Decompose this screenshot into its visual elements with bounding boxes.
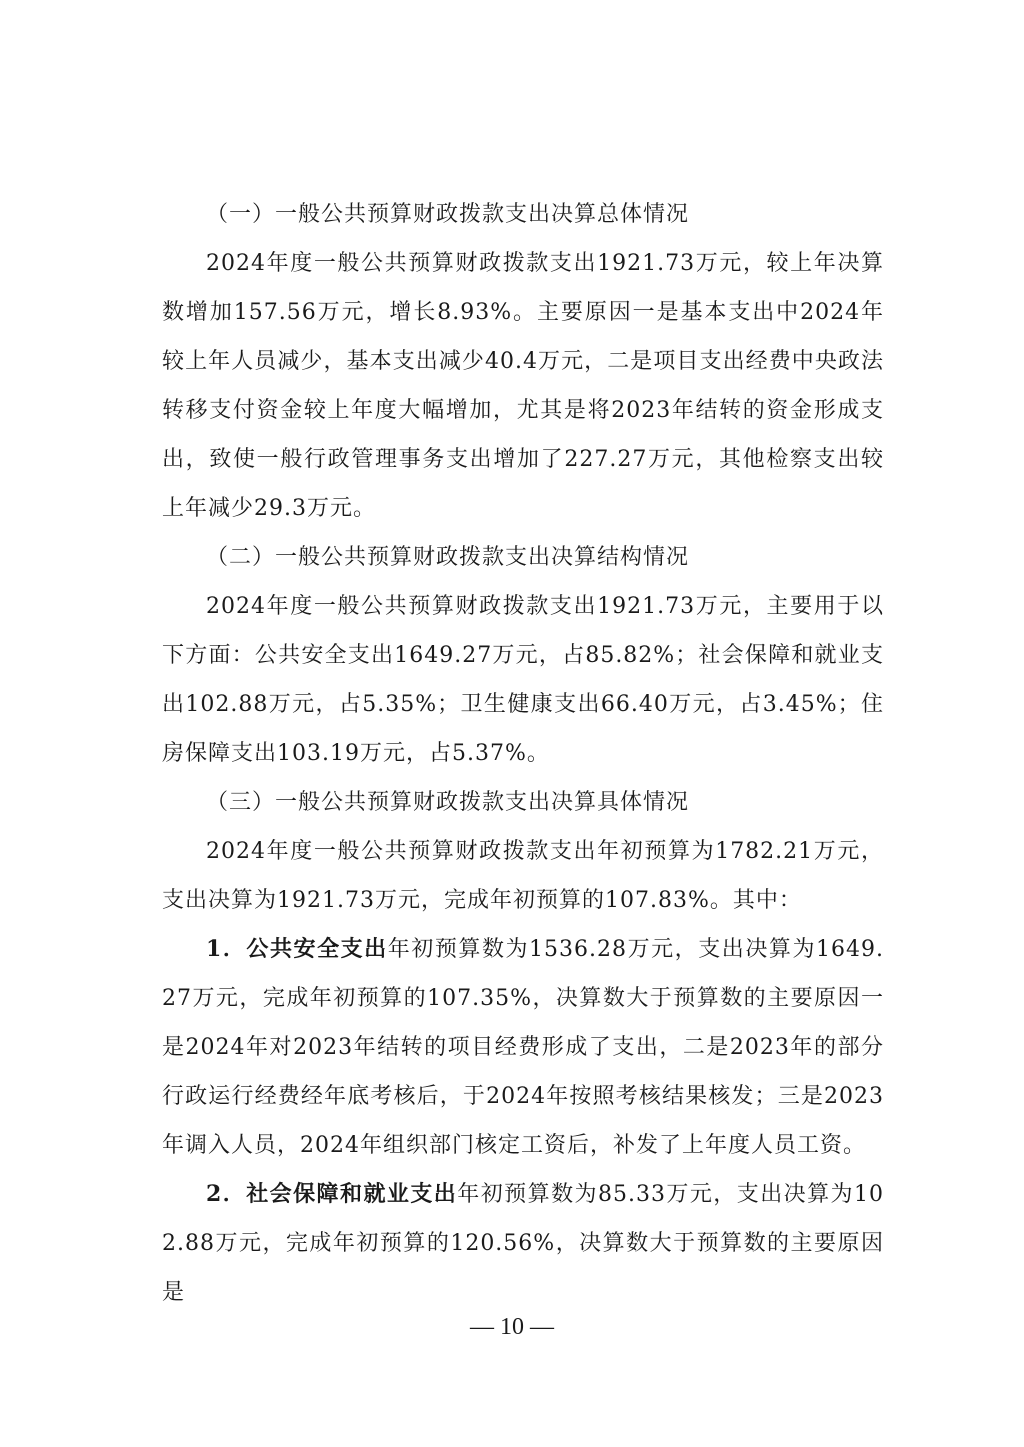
section-heading-2: （二）一般公共预算财政拨款支出决算结构情况 [206,545,690,570]
section-1-paragraph: 2024年度一般公共预算财政拨款支出1921.73万元，较上年决算数增加157.56万元，增长8.93%。主要原因一是基本支出中2024年较上年人员减少，基本支出减少40.4万元，二是项目支出经费中央政法转移支付资金较上年度大幅增加，尤其是将2023年结转的资金形成支出，致使一般行政管理事务支出增加了227.27万元，其他检察支出较上年减少29.3万元。 [162,251,884,521]
section-heading-3: （三）一般公共预算财政拨款支出决算具体情况 [206,790,690,815]
section-heading-1: （一）一般公共预算财政拨款支出决算总体情况 [206,202,690,227]
item-1-text: 年初预算数为1536.28万元，支出决算为1649.27万元，完成年初预算的107.35%，决算数大于预算数的主要原因一是2024年对2023年结转的项目经费形成了支出，二是2023年的部分行政运行经费经年底考核后，于2024年按照考核结果核发；三是2023年调入人员，2024年组织部门核定工资后，补发了上年度人员工资。 [162,937,884,1158]
item-1-lead: 1．公共安全支出 [206,936,388,962]
item-2-text: 年初预算数为85.33万元，支出决算为102.88万元，完成年初预算的120.56%，决算数大于预算数的主要原因是 [162,1182,884,1305]
page-number: — 10 — [470,1314,554,1340]
item-1-paragraph [162,925,884,1170]
item-2-paragraph [162,1170,884,1317]
section-3-paragraph: 2024年度一般公共预算财政拨款支出年初预算为1782.21万元，支出决算为1921.73万元，完成年初预算的107.83%。其中： [162,839,884,913]
document-body [162,190,884,1317]
item-2-lead: 2．社会保障和就业支出 [206,1181,458,1207]
section-2-paragraph: 2024年度一般公共预算财政拨款支出1921.73万元，主要用于以下方面：公共安全支出1649.27万元，占85.82%；社会保障和就业支出102.88万元，占5.35%；卫生健康支出66.40万元，占3.45%；住房保障支出103.19万元，占5.37%。 [162,594,884,766]
